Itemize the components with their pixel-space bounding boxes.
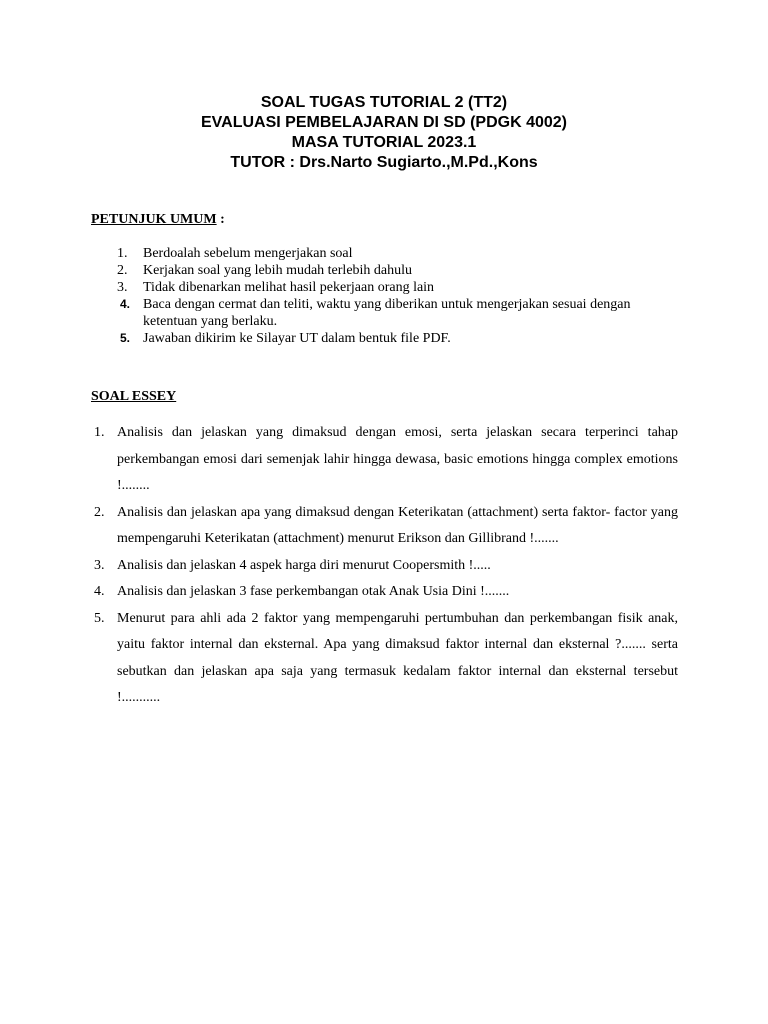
essay-question (0, 579, 678, 606)
instruction-item (0, 245, 683, 262)
question-text: Analisis dan jelaskan apa yang dimaksud dengan Keterikatan (attachment) serta faktor- factor yang mempengaruhi Keterikatan (attachment) menurut Erikson dan Gillibrand !....... (117, 504, 678, 546)
question-text: Analisis dan jelaskan 4 aspek harga diri menurut Coopersmith !..... (117, 557, 491, 573)
title-line-4: TUTOR : Drs.Narto Sugiarto.,M.Pd.,Kons (230, 154, 538, 171)
instruction-text: Kerjakan soal yang lebih mudah terlebih dahulu (143, 263, 413, 278)
instructions-heading-text: PETUNJUK UMUM (91, 212, 217, 227)
instruction-number: 2. (117, 263, 128, 278)
question-text: Analisis dan jelaskan yang dimaksud dengan emosi, serta jelaskan secara terperinci tahap perkembangan emosi dari semenjak lahir hingga dewasa, basic emotions hingga complex emotions !........ (117, 425, 678, 493)
instruction-number: 4. (120, 297, 131, 311)
instruction-item (0, 262, 683, 279)
instruction-number: 3. (117, 280, 128, 295)
question-number: 5. (94, 610, 105, 626)
essay-question (0, 420, 678, 500)
instructions-list (0, 245, 768, 347)
title-line-3: MASA TUTORIAL 2023.1 (291, 134, 477, 151)
question-number: 3. (94, 557, 105, 573)
instruction-item (0, 296, 683, 330)
essay-question (0, 500, 678, 553)
essay-question (0, 606, 678, 712)
instruction-number: 1. (117, 246, 128, 261)
instruction-text: Baca dengan cermat dan teliti, waktu yang diberikan untuk mengerjakan sesuai dengan ketentuan yang berlaku. (143, 297, 631, 329)
document-title (0, 93, 768, 173)
instruction-number: 5. (120, 331, 131, 345)
instructions-heading (91, 211, 225, 229)
instruction-item (0, 330, 683, 347)
instruction-item (0, 279, 683, 296)
title-line-1: SOAL TUGAS TUTORIAL 2 (TT2) (260, 94, 508, 111)
instruction-text: Tidak dibenarkan melihat hasil pekerjaan orang lain (143, 280, 435, 295)
essay-heading-text: SOAL ESSEY (91, 389, 177, 404)
essay-question (0, 553, 678, 580)
instruction-text: Jawaban dikirim ke Silayar UT dalam bentuk file PDF. (143, 331, 451, 346)
question-number: 4. (94, 584, 105, 599)
essay-question-list (0, 420, 768, 712)
question-text: Menurut para ahli ada 2 faktor yang mempengaruhi pertumbuhan dan perkembangan fisik anak, yaitu faktor internal dan eksternal. Apa yang dimaksud faktor internal dan eksternal ?....... serta sebutkan dan jelaskan apa saja yang termasuk kedalam faktor internal dan eksternal tersebut !........... (117, 610, 678, 705)
title-line-2: EVALUASI PEMBELAJARAN DI SD (PDGK 4002) (201, 114, 567, 131)
instructions-heading-colon: : (216, 212, 225, 227)
question-number: 1. (94, 425, 105, 440)
instruction-text: Berdoalah sebelum mengerjakan soal (143, 246, 353, 261)
essay-heading (91, 388, 176, 406)
question-text: Analisis dan jelaskan 3 fase perkembangan otak Anak Usia Dini !....... (117, 584, 510, 599)
question-number: 2. (94, 504, 105, 520)
